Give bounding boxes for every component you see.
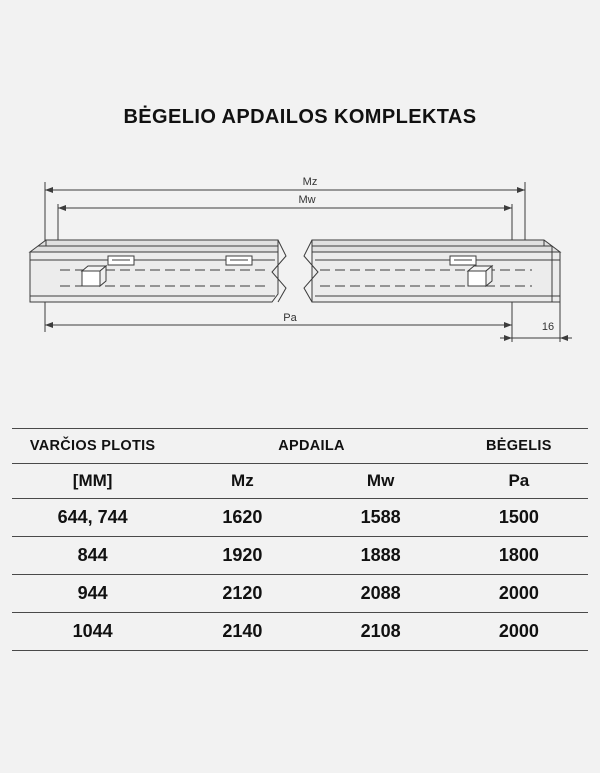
rail-right-body: [312, 240, 560, 302]
cell-pa: 1500: [498, 507, 539, 527]
page-title: BĖGELIO APDAILOS KOMPLEKTAS: [123, 106, 477, 128]
cell-pa: 2000: [498, 621, 539, 641]
cell-width: 1044: [72, 621, 113, 641]
cell-mz: 2120: [222, 583, 263, 603]
cell-mz: 1920: [222, 545, 263, 565]
table-row: [12, 499, 588, 537]
header-pa: Pa: [508, 471, 530, 490]
table-row: [12, 575, 588, 613]
header-varcios-plotis: VARČIOS PLOTIS: [29, 438, 156, 454]
table-row: [12, 613, 588, 651]
cell-width: 944: [77, 583, 108, 603]
drawing-svg: [20, 160, 580, 360]
carrier-block-left: [82, 266, 106, 286]
cell-mw: 2108: [360, 621, 401, 641]
table-symbol-header-row: [12, 464, 588, 499]
dimension-label-pa: Pa: [283, 312, 297, 324]
cell-pa: 2000: [498, 583, 539, 603]
cell-pa: 1800: [498, 545, 539, 565]
carrier-block-right: [468, 266, 492, 286]
rail-left-body: [30, 240, 278, 302]
cell-mz: 1620: [222, 507, 263, 527]
technical-drawing: [20, 160, 580, 360]
dimension-label-depth: 16: [541, 321, 555, 333]
header-begelis: BĖGELIS: [485, 438, 552, 454]
cell-mw: 2088: [360, 583, 401, 603]
specification-table: [12, 428, 588, 651]
table-row: [12, 537, 588, 575]
header-mz: Mz: [231, 471, 254, 490]
break-symbol: [272, 240, 318, 302]
cell-mw: 1588: [360, 507, 401, 527]
dimension-pa: [45, 302, 512, 332]
dimension-label-mz: Mz: [302, 176, 318, 188]
dimension-depth: [500, 302, 572, 342]
header-mw: Mw: [366, 471, 395, 490]
header-unit-mm: [MM]: [72, 471, 113, 490]
cell-width: 644, 744: [57, 507, 128, 527]
cell-mz: 2140: [222, 621, 263, 641]
header-apdaila: APDAILA: [278, 438, 345, 454]
bracket-detail-right: [450, 256, 476, 265]
dimension-label-mw: Mw: [298, 194, 316, 206]
cell-width: 844: [77, 545, 108, 565]
cell-mw: 1888: [360, 545, 401, 565]
table-group-header-row: [12, 429, 588, 464]
